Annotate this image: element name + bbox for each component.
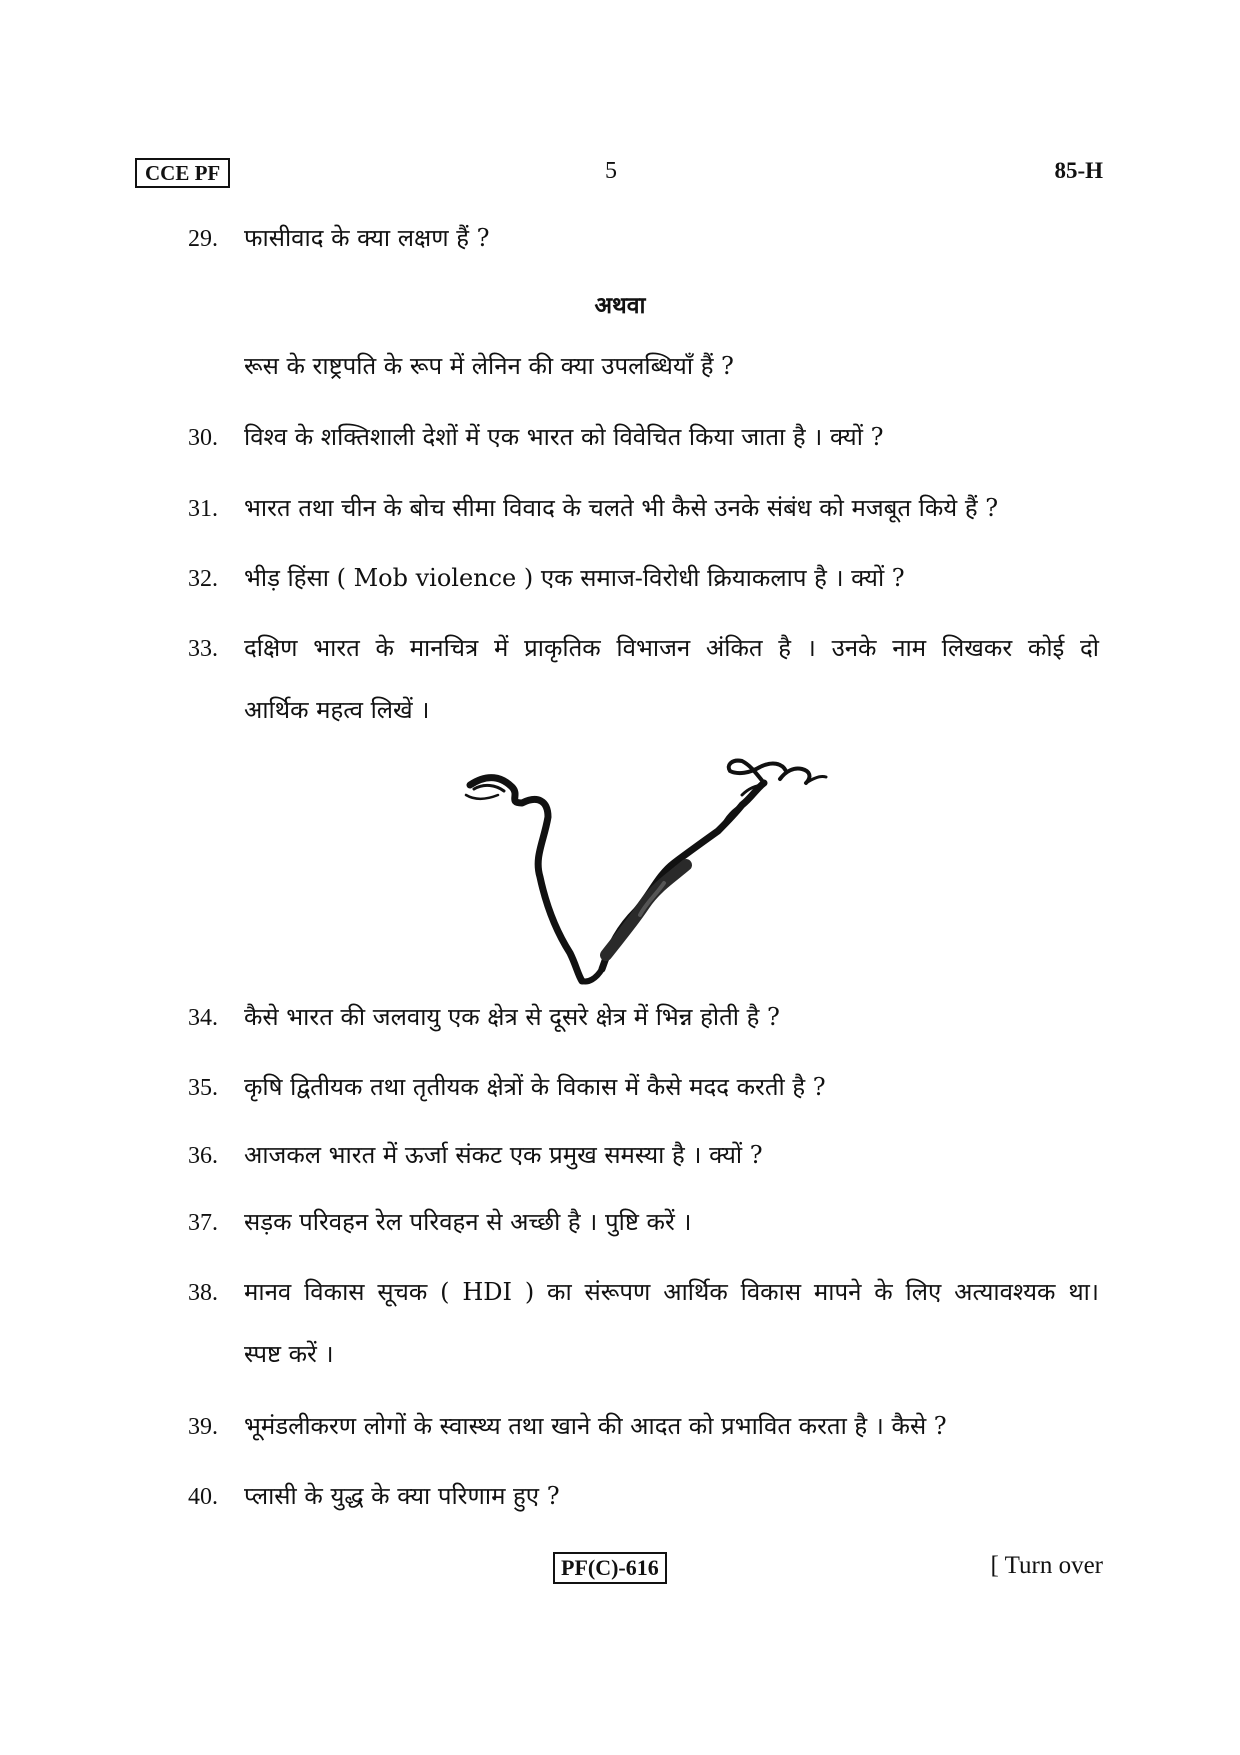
question-text: भूमंडलीकरण लोगों के स्वास्थ्य तथा खाने की आदत को प्रभावित करता है । कैसे ? xyxy=(244,1412,947,1440)
question-number: 36. xyxy=(188,1143,218,1169)
question-text: आजकल भारत में ऊर्जा संकट एक प्रमुख समस्या है । क्यों ? xyxy=(244,1141,763,1169)
question-32 xyxy=(188,562,1103,595)
question-number: 33. xyxy=(188,636,218,662)
question-36 xyxy=(188,1139,1103,1172)
question-text: विश्व के शक्तिशाली देशों में एक भारत को विवेचित किया जाता है । क्यों ? xyxy=(244,423,884,451)
question-number: 31. xyxy=(188,496,218,522)
question-40 xyxy=(188,1480,1103,1513)
question-30 xyxy=(188,421,1103,454)
question-text: सड़क परिवहन रेल परिवहन से अच्छी है । पुष्टि करें । xyxy=(244,1208,692,1236)
question-text: भारत तथा चीन के बोच सीमा विवाद के चलते भी कैसे उनके संबंध को मजबूत किये हैं ? xyxy=(244,494,999,522)
question-text: प्लासी के युद्ध के क्या परिणाम हुए ? xyxy=(244,1482,560,1510)
question-number: 39. xyxy=(188,1414,218,1440)
question-text: मानव विकास सूचक ( HDI ) का संरूपण आर्थिक विकास मापने के लिए अत्यावश्यक था। xyxy=(244,1278,1099,1306)
question-number: 30. xyxy=(188,425,218,451)
page-header xyxy=(135,158,1103,190)
alternative-question-text: रूस के राष्ट्रपति के रूप में लेनिन की क्या उपलब्धियाँ हैं ? xyxy=(244,352,734,380)
question-text: भीड़ हिंसा ( Mob violence ) एक समाज-विरोधी क्रियाकलाप है । क्यों ? xyxy=(244,564,905,592)
question-37 xyxy=(188,1206,1103,1239)
question-text: फासीवाद के क्या लक्षण हैं ? xyxy=(244,224,490,252)
question-number: 29. xyxy=(188,226,218,252)
question-29 xyxy=(188,222,1103,255)
question-text: दक्षिण भारत के मानचित्र में प्राकृतिक विभाजन अंकित है । उनके नाम लिखकर कोई दो xyxy=(244,634,1099,662)
question-number: 38. xyxy=(188,1280,218,1306)
page-number: 5 xyxy=(605,158,617,184)
question-number: 32. xyxy=(188,566,218,592)
question-text: कैसे भारत की जलवायु एक क्षेत्र से दूसरे क्षेत्र में भिन्न होती है ? xyxy=(244,1003,780,1031)
paper-code: 85-H xyxy=(1054,158,1103,183)
turn-over-label: [ Turn over xyxy=(990,1552,1103,1579)
question-number: 37. xyxy=(188,1210,218,1236)
question-text: कृषि द्वितीयक तथा तृतीयक क्षेत्रों के विकास में कैसे मदद करती है ? xyxy=(244,1073,826,1101)
question-35 xyxy=(188,1071,1103,1104)
question-34 xyxy=(188,1001,1103,1034)
or-label: अथवा xyxy=(594,292,646,319)
question-number: 35. xyxy=(188,1075,218,1101)
south-india-map-image xyxy=(460,755,840,990)
question-38-continuation: स्पष्ट करें । xyxy=(244,1340,334,1368)
question-31 xyxy=(188,492,1103,525)
question-38 xyxy=(188,1276,1103,1309)
question-number: 34. xyxy=(188,1005,218,1031)
question-39 xyxy=(188,1410,1103,1443)
question-number: 40. xyxy=(188,1484,218,1510)
question-33-continuation: आर्थिक महत्व लिखें । xyxy=(244,696,430,724)
exam-code-box: CCE PF xyxy=(135,158,230,188)
footer-paper-code: PF(C)-616 xyxy=(553,1552,667,1584)
question-33 xyxy=(188,632,1103,665)
